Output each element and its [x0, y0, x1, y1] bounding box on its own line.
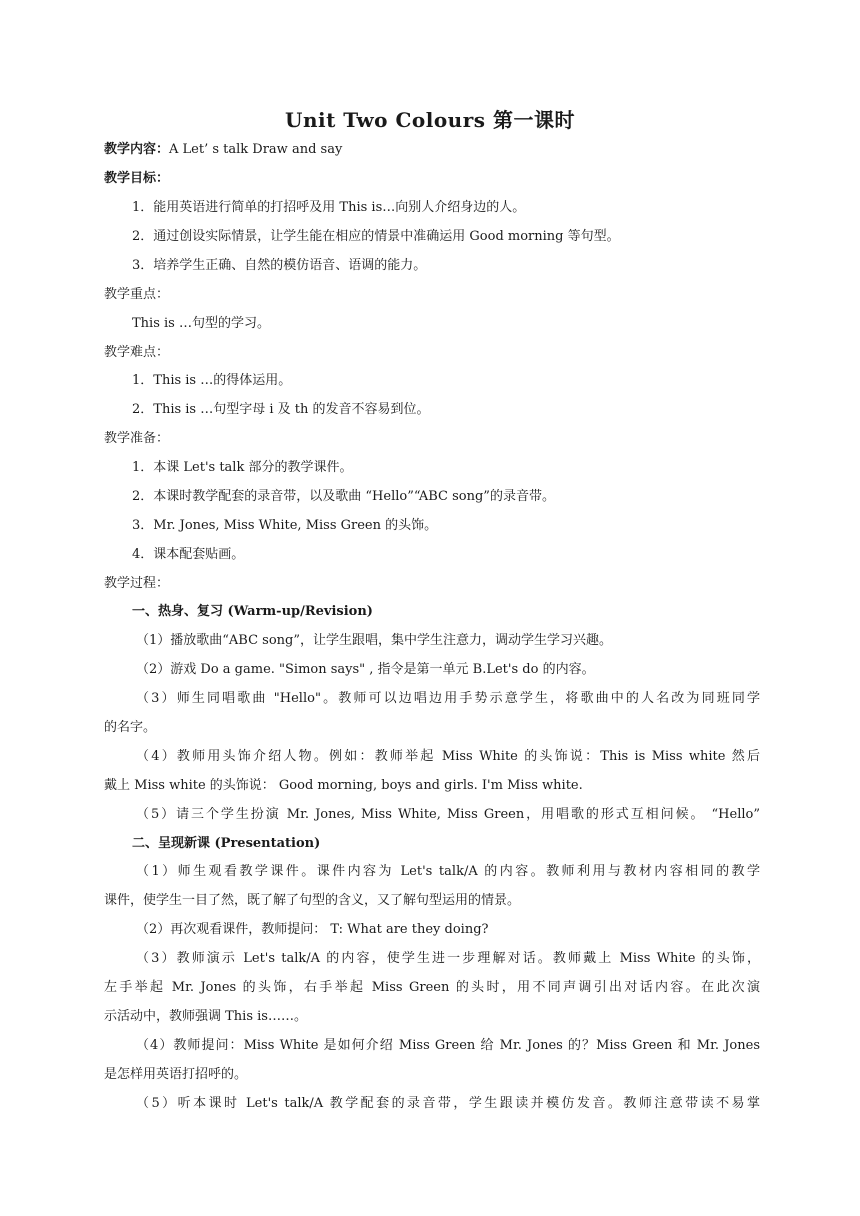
- difficulty-item: 2．This is …句型字母 i 及 th 的发音不容易到位。: [132, 402, 430, 417]
- warmup-item: （5）请三个学生扮演 Mr. Jones, Miss White, Miss Green，用唱歌的形式互相问候。 “Hello”: [136, 807, 760, 822]
- preparation-heading: 教学准备：: [104, 431, 170, 446]
- difficulties-heading: 教学难点：: [104, 345, 170, 360]
- presentation-item-continued: 课件，使学生一目了然，既了解了句型的含义，又了解句型运用的情景。: [104, 893, 521, 908]
- presentation-heading: 二、呈现新课 (Presentation): [132, 836, 321, 851]
- warmup-item: （2）游戏 Do a game. "Simon says" , 指令是第一单元 B.Let's do 的内容。: [136, 662, 595, 677]
- objective-item: 2．通过创设实际情景，让学生能在相应的情景中准确运用 Good morning 等句型。: [132, 229, 620, 244]
- process-heading: 教学过程：: [104, 576, 170, 591]
- presentation-item: （1）师生观看教学课件。课件内容为 Let's talk/A 的内容。教师利用与教材内容相同的教学: [136, 864, 760, 879]
- preparation-item: 3．Mr. Jones, Miss White, Miss Green 的头饰。: [132, 518, 438, 533]
- presentation-item-continued: 左手举起 Mr. Jones 的头饰，右手举起 Miss Green 的头时，用不同声调引出对话内容。在此次演: [104, 980, 760, 995]
- content-text: A Let’ s talk Draw and say: [169, 142, 343, 157]
- content-line: [104, 140, 760, 160]
- presentation-item: （2）再次观看课件，教师提问： T: What are they doing?: [136, 922, 489, 937]
- presentation-item: （4）教师提问：Miss White 是如何介绍 Miss Green 给 Mr. Jones 的？Miss Green 和 Mr. Jones: [136, 1038, 760, 1053]
- difficulty-item: 1．This is …的得体运用。: [132, 373, 292, 388]
- warmup-item: （3）师生同唱歌曲 "Hello"。教师可以边唱边用手势示意学生，将歌曲中的人名改为同班同学: [136, 691, 760, 706]
- warmup-heading: 一、热身、复习 (Warm-up/Revision): [132, 604, 373, 619]
- warmup-item: （4）教师用头饰介绍人物。例如：教师举起 Miss White 的头饰说：This is Miss white 然后: [136, 749, 760, 764]
- preparation-item: 2．本课时教学配套的录音带，以及歌曲 “Hello”“ABC song”的录音带。: [132, 489, 555, 504]
- page-title: Unit Two Colours 第一课时: [285, 108, 575, 132]
- warmup-item-continued: 的名字。: [104, 720, 157, 735]
- objectives-heading: 教学目标：: [104, 171, 170, 186]
- presentation-item: （5）听本课时 Let's talk/A 教学配套的录音带，学生跟读并模仿发音。教师注意带读不易掌: [136, 1096, 760, 1111]
- warmup-item: （1）播放歌曲“ABC song”，让学生跟唱，集中学生注意力，调动学生学习兴趣。: [136, 633, 613, 648]
- presentation-item: （3）教师演示 Let's talk/A 的内容，使学生进一步理解对话。教师戴上 Miss White 的头饰，: [136, 951, 760, 966]
- presentation-item-continued: 示活动中，教师强调 This is……。: [104, 1009, 307, 1024]
- presentation-item-continued: 是怎样用英语打招呼的。: [104, 1067, 248, 1082]
- objective-item: 1．能用英语进行简单的打招呼及用 This is…向别人介绍身边的人。: [132, 200, 526, 215]
- preparation-item: 1．本课 Let's talk 部分的教学课件。: [132, 460, 353, 475]
- warmup-item-continued: 戴上 Miss white 的头饰说： Good morning, boys and girls. I'm Miss white.: [104, 778, 583, 793]
- content-label: 教学内容：: [104, 142, 170, 157]
- key-points-text: This is …句型的学习。: [132, 316, 270, 331]
- key-points-heading: 教学重点：: [104, 287, 170, 302]
- preparation-item: 4．课本配套贴画。: [132, 547, 245, 562]
- objective-item: 3．培养学生正确、自然的模仿语音、语调的能力。: [132, 258, 427, 273]
